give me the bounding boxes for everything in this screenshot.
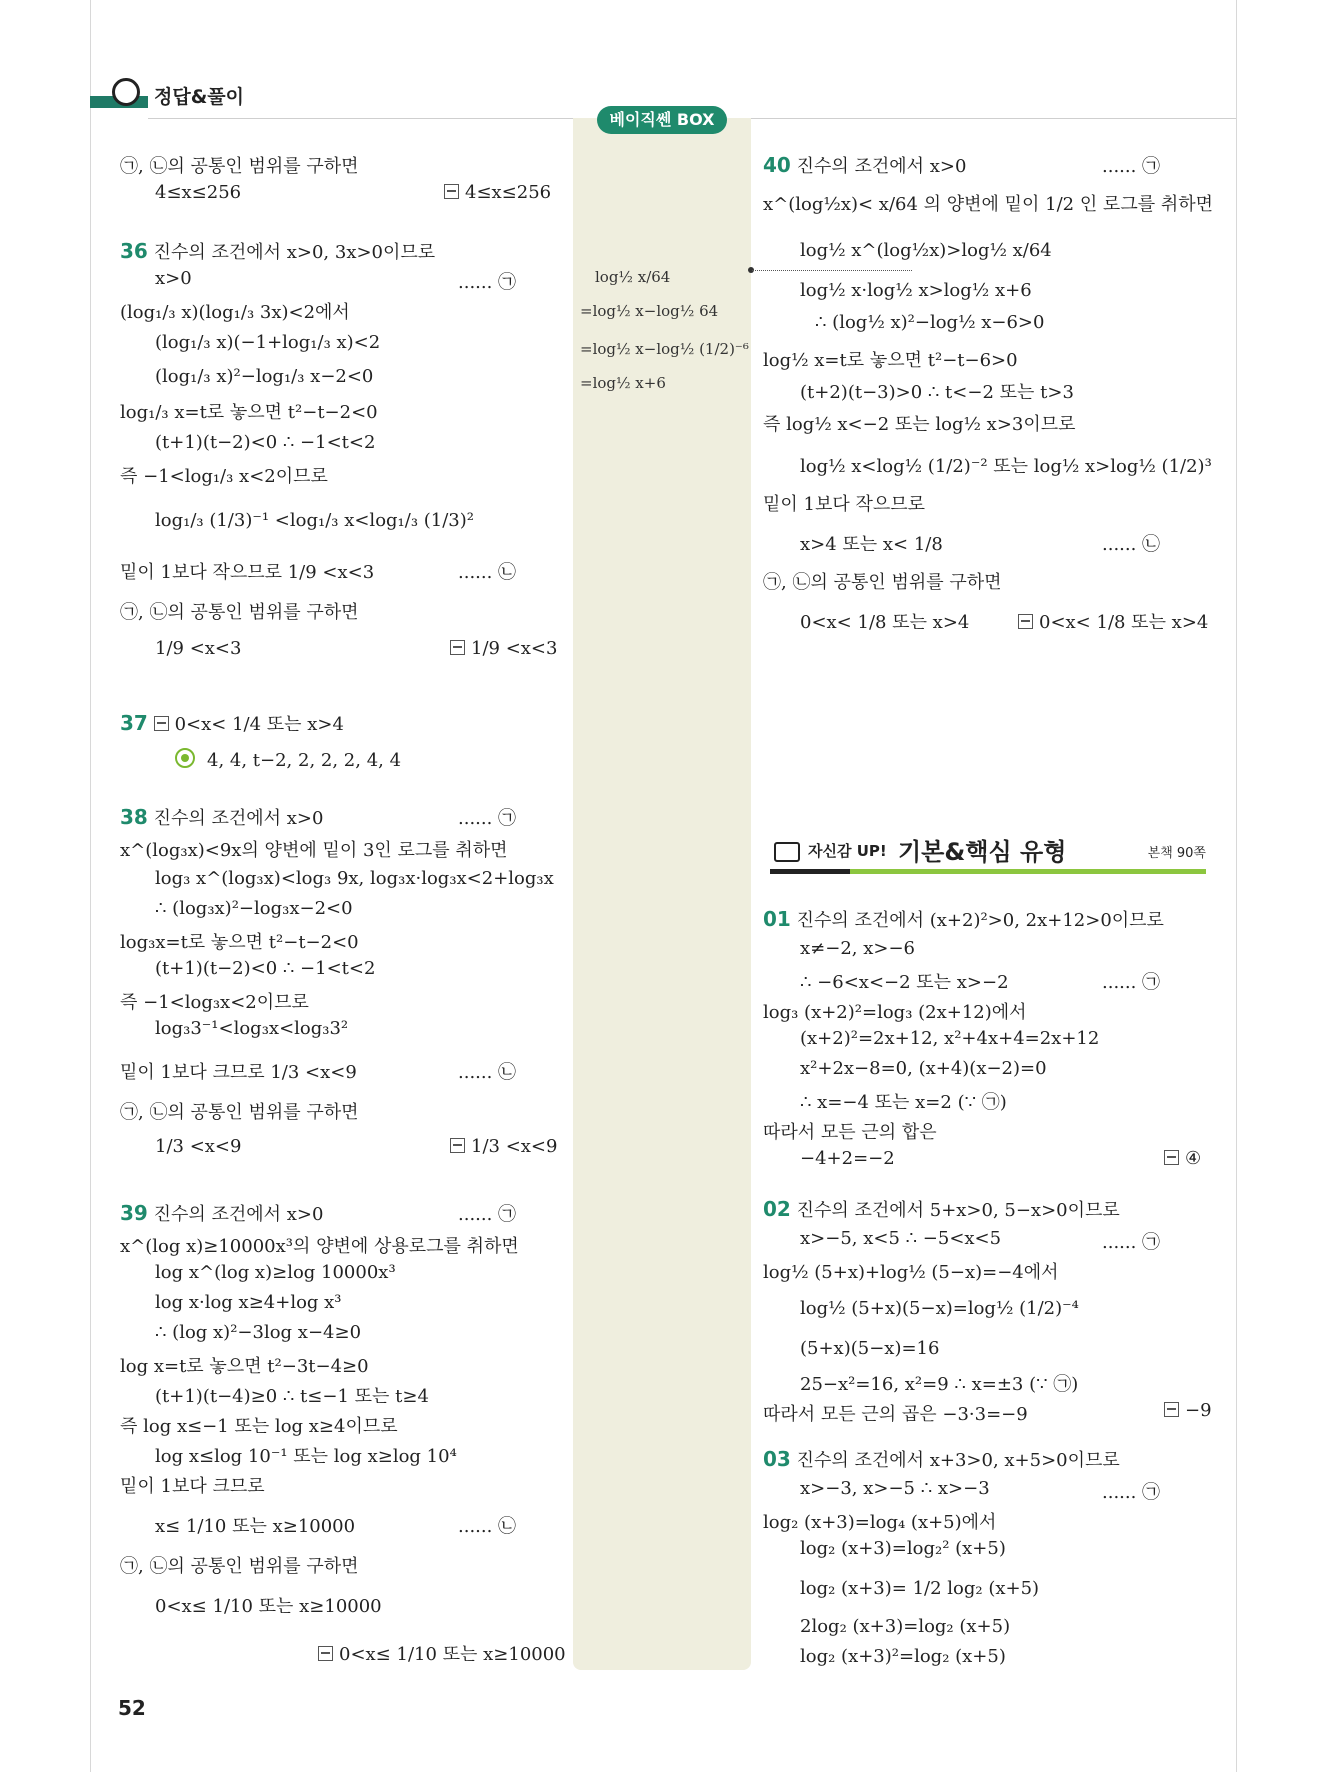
section-big-title: 기본&핵심 유형 xyxy=(898,838,1067,866)
solution-line xyxy=(120,1058,357,1084)
page-border-left xyxy=(90,0,91,1772)
answer-mark-icon xyxy=(154,716,169,731)
condition-marker xyxy=(1102,530,1160,556)
line-text: 1/9 <x<3 xyxy=(471,638,558,659)
answer-line xyxy=(450,1136,557,1157)
line-text: 진수의 조건에서 x>0 xyxy=(153,1204,324,1225)
line-text: ...... ㉠ xyxy=(1102,1482,1161,1503)
condition-marker xyxy=(1102,968,1160,994)
solution-line xyxy=(155,868,554,889)
solution-line xyxy=(120,238,435,264)
line-text: x^(log₃x)<9x의 양변에 밑이 3인 로그를 취하면 xyxy=(120,840,508,861)
line-text: 1/9 <x<3 xyxy=(155,638,242,659)
condition-marker xyxy=(1102,1228,1160,1254)
line-text: 즉 −1<log₁/₃ x<2이므로 xyxy=(120,466,328,487)
line-text: 진수의 조건에서 5+x>0, 5−x>0이므로 xyxy=(796,1200,1120,1221)
answer-line xyxy=(444,182,551,203)
solution-line xyxy=(120,1352,369,1378)
line-text: log₃ (x+2)²=log₃ (2x+12)에서 xyxy=(763,1002,1027,1023)
solution-line xyxy=(800,530,943,556)
problem-number: 39 xyxy=(120,1201,148,1225)
line-text: log₃3⁻¹<log₃x<log₃3² xyxy=(155,1018,349,1039)
solution-line xyxy=(120,988,309,1014)
line-text: ...... ㉠ xyxy=(1102,156,1161,177)
line-text: ④ xyxy=(1185,1148,1202,1169)
problem-number: 03 xyxy=(763,1447,791,1471)
line-text: (t+2)(t−3)>0 ∴ t<−2 또는 t>3 xyxy=(800,382,1074,403)
solution-line xyxy=(800,1370,1078,1396)
line-text: ...... ㉡ xyxy=(458,1516,517,1537)
problem-number: 01 xyxy=(763,907,791,931)
line-text: x^(log x)≥10000x³의 양변에 상용로그를 취하면 xyxy=(120,1236,519,1257)
line-text: 즉 −1<log₃x<2이므로 xyxy=(120,992,309,1013)
solution-line xyxy=(763,190,1213,216)
solution-line xyxy=(120,298,350,324)
solution-line xyxy=(120,804,323,830)
condition-marker xyxy=(458,804,516,830)
line-text: 4≤x≤256 xyxy=(155,182,242,203)
line-text: 4≤x≤256 xyxy=(465,182,552,203)
solution-line xyxy=(800,1646,1006,1667)
line-text: log₃ x^(log₃x)<log₃ 9x, log₃x·log₃x<2+log₃x xyxy=(155,868,554,889)
line-text: ...... ㉠ xyxy=(1102,1232,1161,1253)
solution-line xyxy=(120,1200,323,1226)
answer-mark-icon xyxy=(1164,1402,1179,1417)
line-text: 0<x< 1/8 또는 x>4 xyxy=(1039,612,1209,633)
solution-line xyxy=(800,938,915,959)
solution-line xyxy=(800,1478,990,1499)
solution-line xyxy=(763,346,1018,372)
page-border-right xyxy=(1236,0,1237,1772)
solution-line xyxy=(763,1400,1028,1426)
condition-marker xyxy=(458,268,516,294)
solution-line xyxy=(800,1028,1099,1049)
solution-line xyxy=(800,240,1052,261)
page-number: 52 xyxy=(118,1696,146,1720)
answer-mark-icon xyxy=(450,640,465,655)
solution-line xyxy=(800,280,1032,301)
line-text: 0<x< 1/8 또는 x>4 xyxy=(800,612,970,633)
line-text: 진수의 조건에서 x>0, 3x>0이므로 xyxy=(153,242,436,263)
line-text: 0<x≤ 1/10 또는 x≥10000 xyxy=(155,1596,382,1617)
line-text: −9 xyxy=(1185,1400,1212,1421)
line-text: 0<x≤ 1/10 또는 x≥10000 xyxy=(339,1644,566,1665)
line-text: log x=t로 놓으면 t²−3t−4≥0 xyxy=(120,1356,369,1377)
solution-line xyxy=(120,836,508,862)
line-text: ∴ (log x)²−3log x−4≥0 xyxy=(155,1322,362,1343)
line-text: 진수의 조건에서 x+3>0, x+5>0이므로 xyxy=(796,1450,1120,1471)
problem-number: 38 xyxy=(120,805,148,829)
leader-line xyxy=(752,270,912,271)
solution-line xyxy=(155,1292,342,1313)
line-text: =log½ x−log½ 64 xyxy=(580,302,719,320)
answer-line xyxy=(1164,1148,1201,1169)
solution-line xyxy=(763,568,1002,594)
solution-line xyxy=(155,1442,457,1468)
solution-line xyxy=(800,1338,939,1359)
line-text: ㉠, ㉡의 공통인 범위를 구하면 xyxy=(120,1556,359,1577)
section-small-title: 자신감 UP! xyxy=(808,842,887,860)
condition-marker xyxy=(458,1200,516,1226)
solution-line xyxy=(800,1058,1047,1079)
answer-line xyxy=(318,1640,566,1666)
line-text: 진수의 조건에서 (x+2)²>0, 2x+12>0이므로 xyxy=(796,910,1164,931)
solution-line xyxy=(155,366,373,387)
box-note-line xyxy=(580,302,718,320)
line-text: ...... ㉡ xyxy=(458,1062,517,1083)
box-note-line xyxy=(580,374,666,392)
solution-line xyxy=(155,182,241,203)
box-note-line xyxy=(595,268,670,286)
line-text: 밑이 1보다 크므로 1/3 <x<9 xyxy=(120,1062,357,1083)
line-text: log½ x^(log½x)>log½ x/64 xyxy=(800,240,1052,261)
line-text: (5+x)(5−x)=16 xyxy=(800,1338,940,1359)
condition-marker xyxy=(458,1512,516,1538)
solution-line xyxy=(763,1196,1120,1222)
line-text: ...... ㉡ xyxy=(458,562,517,583)
solution-line xyxy=(763,1258,1059,1284)
solution-line xyxy=(800,1088,1007,1114)
condition-marker xyxy=(458,1058,516,1084)
solution-line xyxy=(800,1228,1001,1249)
line-text: 진수의 조건에서 x>0 xyxy=(153,808,324,829)
line-text: ...... ㉡ xyxy=(1102,534,1161,555)
line-text: x>0 xyxy=(155,268,192,289)
answer-line xyxy=(1164,1400,1212,1421)
solution-line xyxy=(155,332,380,353)
condition-marker xyxy=(458,558,516,584)
solution-line xyxy=(120,1232,519,1258)
line-text: 0<x< 1/4 또는 x>4 xyxy=(174,714,344,735)
section-bar-green xyxy=(850,869,1206,874)
solution-line xyxy=(120,1098,359,1124)
solution-line xyxy=(815,312,1044,333)
line-text: x>−5, x<5 ∴ −5<x<5 xyxy=(800,1228,1002,1249)
solution-line xyxy=(763,410,1076,436)
problem-number: 40 xyxy=(763,153,791,177)
line-text: 진수의 조건에서 x>0 xyxy=(796,156,967,177)
line-text: log x·log x≥4+log x³ xyxy=(155,1292,342,1313)
section-page-ref: 본책 90쪽 xyxy=(1147,846,1206,861)
solution-line xyxy=(120,1552,359,1578)
solution-line xyxy=(175,748,401,771)
solution-line xyxy=(800,1538,1006,1559)
line-text: ㉠, ㉡의 공통인 범위를 구하면 xyxy=(120,602,359,623)
answer-line xyxy=(450,638,557,659)
solution-line xyxy=(120,558,374,584)
answer-mark-icon xyxy=(444,184,459,199)
solution-line xyxy=(763,1446,1120,1472)
line-text: ㉠, ㉡의 공통인 범위를 구하면 xyxy=(763,572,1002,593)
solution-line xyxy=(155,638,241,659)
line-text: 따라서 모든 근의 합은 xyxy=(763,1122,937,1143)
condition-marker xyxy=(1102,152,1160,178)
problem-number: 37 xyxy=(120,711,148,735)
line-text: log x≤log 10⁻¹ 또는 log x≥log 10⁴ xyxy=(155,1446,457,1467)
solution-line xyxy=(800,1148,895,1169)
solution-line xyxy=(800,378,1074,404)
line-text: 4, 4, t−2, 2, 2, 2, 4, 4 xyxy=(207,750,402,771)
solution-line xyxy=(155,1512,355,1538)
line-text: 밑이 1보다 작으므로 xyxy=(763,494,925,515)
line-text: ∴ −6<x<−2 또는 x>−2 xyxy=(800,972,1009,993)
line-text: log½ (5+x)+log½ (5−x)=−4에서 xyxy=(763,1262,1059,1283)
solution-line xyxy=(155,958,375,979)
line-text: log₂ (x+3)=log₄ (x+5)에서 xyxy=(763,1512,997,1533)
line-text: (x+2)²=2x+12, x²+4x+4=2x+12 xyxy=(800,1028,1100,1049)
line-text: log₁/₃ (1/3)⁻¹ <log₁/₃ x<log₁/₃ (1/3)² xyxy=(155,510,474,531)
line-text: (t+1)(t−2)<0 ∴ −1<t<2 xyxy=(155,958,376,979)
solution-line xyxy=(120,598,359,624)
line-text: 1/3 <x<9 xyxy=(471,1136,558,1157)
answer-mark-icon xyxy=(450,1138,465,1153)
line-text: log½ x<log½ (1/2)⁻² 또는 log½ x>log½ (1/2)³ xyxy=(800,456,1212,477)
answer-mark-icon xyxy=(1018,614,1033,629)
solution-line xyxy=(120,462,328,488)
solution-line xyxy=(155,1322,361,1343)
solution-line xyxy=(120,1472,265,1498)
line-text: x^(log½x)< x/64 의 양변에 밑이 1/2 인 로그를 취하면 xyxy=(763,194,1213,215)
line-text: log₂ (x+3)= 1/2 log₂ (x+5) xyxy=(800,1578,1040,1599)
solution-line xyxy=(155,1018,348,1039)
clock-icon xyxy=(112,78,140,106)
line-text: log½ x·log½ x>log½ x+6 xyxy=(800,280,1032,301)
solution-line xyxy=(155,510,474,531)
solution-line xyxy=(155,1382,429,1408)
box-note-line xyxy=(580,340,749,358)
line-text: (log₁/₃ x)(log₁/₃ 3x)<2에서 xyxy=(120,302,350,323)
line-text: ...... ㉠ xyxy=(1102,972,1161,993)
solution-line xyxy=(800,1578,1039,1599)
problem-number: 36 xyxy=(120,239,148,263)
solution-line xyxy=(763,906,1164,932)
line-text: 밑이 1보다 작으므로 1/9 <x<3 xyxy=(120,562,375,583)
line-text: 2log₂ (x+3)=log₂ (x+5) xyxy=(800,1616,1011,1637)
solution-line xyxy=(120,398,378,424)
line-text: (t+1)(t−2)<0 ∴ −1<t<2 xyxy=(155,432,376,453)
solution-line xyxy=(800,608,969,634)
section-bar-dark xyxy=(770,869,850,874)
line-text: log½ x/64 xyxy=(595,268,671,286)
line-text: ㉠, ㉡의 공통인 범위를 구하면 xyxy=(120,156,359,177)
answer-mark-icon xyxy=(318,1646,333,1661)
solution-line xyxy=(763,1118,937,1144)
line-text: 25−x²=16, x²=9 ∴ x=±3 (∵ ㉠) xyxy=(800,1374,1079,1395)
answer-line xyxy=(1018,608,1208,634)
line-text: =log½ x+6 xyxy=(580,374,666,392)
solution-line xyxy=(800,1298,1079,1319)
condition-marker xyxy=(1102,1478,1160,1504)
line-text: (log₁/₃ x)(−1+log₁/₃ x)<2 xyxy=(155,332,381,353)
line-text: =log½ x−log½ (1/2)⁻⁶ xyxy=(580,340,749,358)
solution-line xyxy=(800,452,1212,478)
line-text: ...... ㉠ xyxy=(458,808,517,829)
line-text: 따라서 모든 근의 곱은 −3·3=−9 xyxy=(763,1404,1028,1425)
line-text: log½ x=t로 놓으면 t²−t−6>0 xyxy=(763,350,1018,371)
solution-line xyxy=(155,268,192,289)
solution-line xyxy=(155,1262,396,1283)
header-title: 정답&풀이 xyxy=(154,86,244,108)
basic-box-tab: 베이직쎈 BOX xyxy=(597,106,727,134)
solution-line xyxy=(155,898,353,919)
line-text: ∴ (log½ x)²−log½ x−6>0 xyxy=(815,312,1045,333)
line-text: log₂ (x+3)=log₂² (x+5) xyxy=(800,1538,1006,1559)
line-text: log x^(log x)≥log 10000x³ xyxy=(155,1262,396,1283)
solution-line xyxy=(120,710,344,736)
line-text: log₁/₃ x=t로 놓으면 t²−t−2<0 xyxy=(120,402,378,423)
line-text: −4+2=−2 xyxy=(800,1148,895,1169)
solution-line xyxy=(800,968,1009,994)
line-text: x²+2x−8=0, (x+4)(x−2)=0 xyxy=(800,1058,1047,1079)
line-text: 즉 log½ x<−2 또는 log½ x>3이므로 xyxy=(763,414,1076,435)
solution-line xyxy=(155,432,375,453)
solution-line xyxy=(763,1508,996,1534)
solution-line xyxy=(120,928,359,954)
solution-line xyxy=(120,152,359,178)
line-text: x≤ 1/10 또는 x≥10000 xyxy=(155,1516,356,1537)
problem-number: 02 xyxy=(763,1197,791,1221)
line-text: (log₁/₃ x)²−log₁/₃ x−2<0 xyxy=(155,366,374,387)
line-text: (t+1)(t−4)≥0 ∴ t≤−1 또는 t≥4 xyxy=(155,1386,429,1407)
line-text: 1/3 <x<9 xyxy=(155,1136,242,1157)
solution-line xyxy=(763,998,1027,1024)
solution-line xyxy=(155,1592,382,1618)
line-text: x≠−2, x>−6 xyxy=(800,938,915,959)
line-text: log₃x=t로 놓으면 t²−t−2<0 xyxy=(120,932,359,953)
line-text: log₂ (x+3)²=log₂ (x+5) xyxy=(800,1646,1006,1667)
solution-line xyxy=(120,1412,398,1438)
line-text: ...... ㉠ xyxy=(458,1204,517,1225)
target-icon xyxy=(175,748,195,768)
line-text: ∴ (log₃x)²−log₃x−2<0 xyxy=(155,898,353,919)
line-text: ∴ x=−4 또는 x=2 (∵ ㉠) xyxy=(800,1092,1007,1113)
line-text: x>−3, x>−5 ∴ x>−3 xyxy=(800,1478,990,1499)
megaphone-icon xyxy=(774,842,800,862)
line-text: 즉 log x≤−1 또는 log x≥4이므로 xyxy=(120,1416,398,1437)
solution-line xyxy=(155,1136,241,1157)
line-text: 밑이 1보다 크므로 xyxy=(120,1476,265,1497)
line-text: ...... ㉠ xyxy=(458,272,517,293)
solution-line xyxy=(763,152,966,178)
line-text: x>4 또는 x< 1/8 xyxy=(800,534,943,555)
solution-line xyxy=(800,1616,1010,1637)
section-heading xyxy=(770,830,1206,874)
solution-line xyxy=(763,490,925,516)
line-text: ㉠, ㉡의 공통인 범위를 구하면 xyxy=(120,1102,359,1123)
answer-mark-icon xyxy=(1164,1150,1179,1165)
line-text: log½ (5+x)(5−x)=log½ (1/2)⁻⁴ xyxy=(800,1298,1079,1319)
